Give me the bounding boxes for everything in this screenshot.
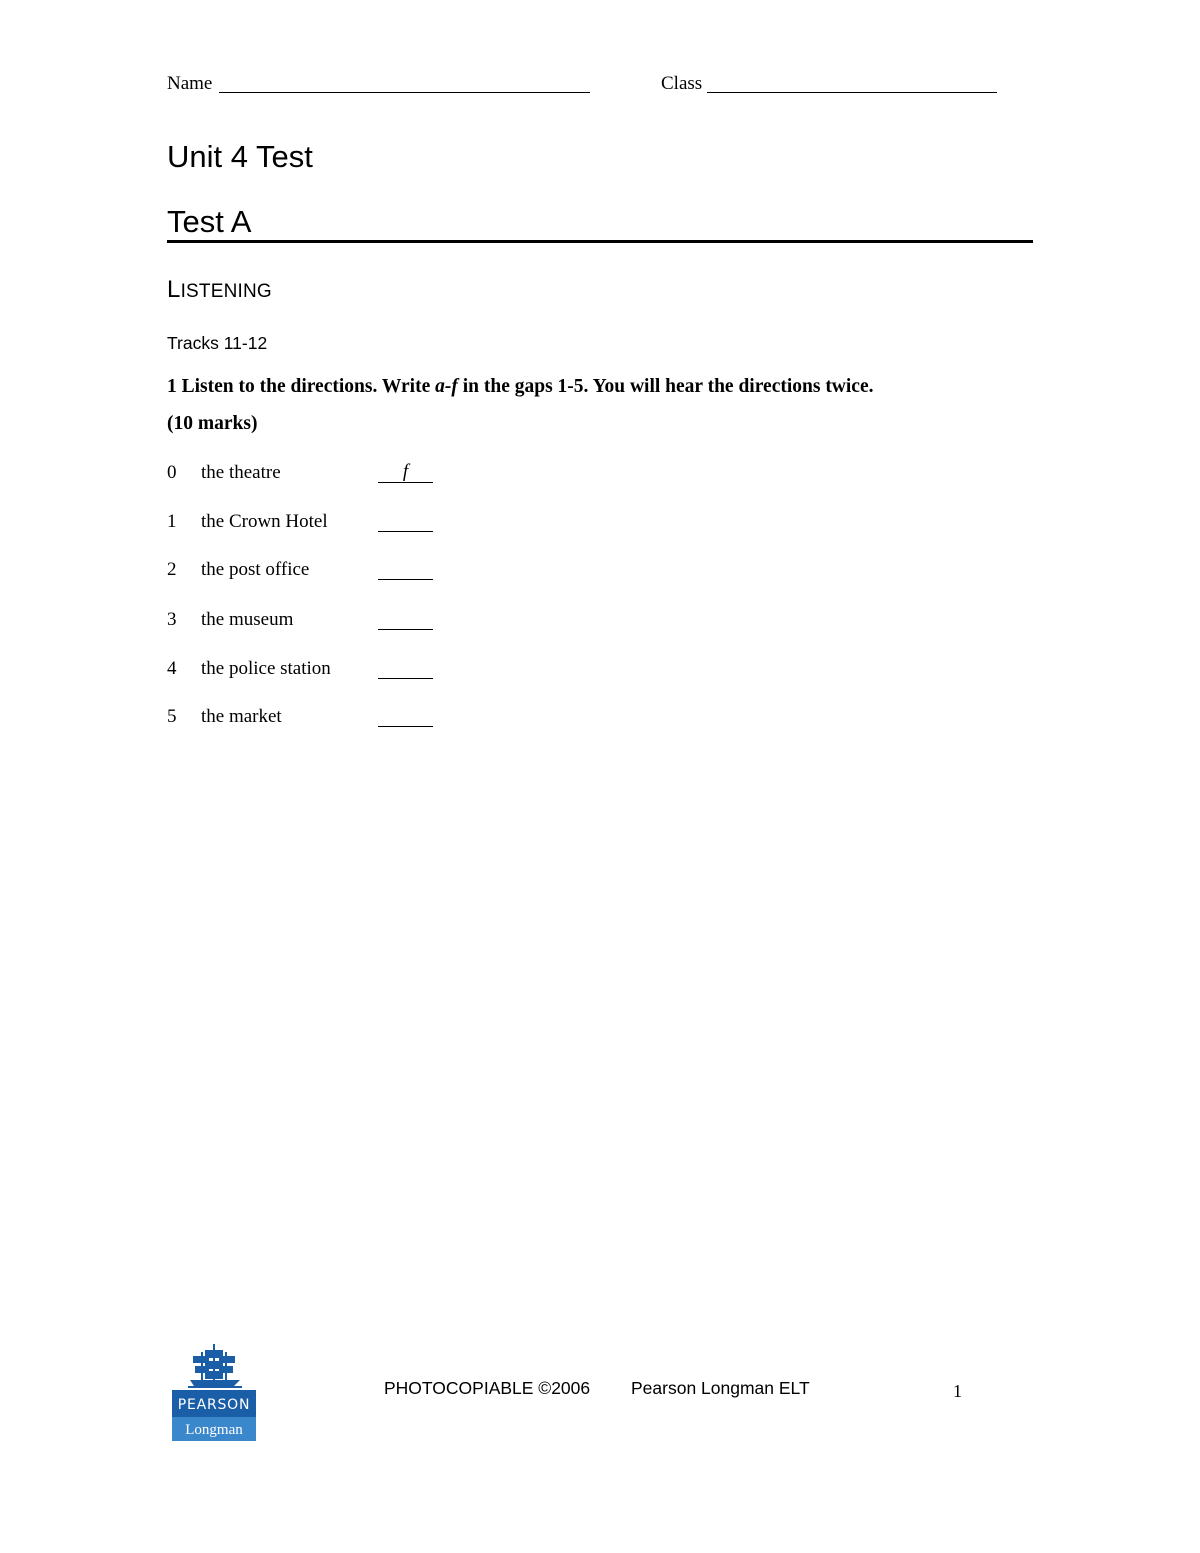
item-label: the Crown Hotel <box>201 511 328 532</box>
answer-gap[interactable] <box>378 559 433 581</box>
answer-value: f <box>402 461 409 482</box>
class-label: Class <box>661 73 703 94</box>
item-number: 2 <box>167 559 177 580</box>
item-number: 0 <box>167 462 177 483</box>
exercise-marks: (10 marks) <box>167 413 258 434</box>
item-number: 4 <box>167 658 177 679</box>
instruction-italic: a-f <box>435 376 458 397</box>
answer-gap[interactable] <box>378 706 433 728</box>
name-label: Name <box>167 73 213 94</box>
section-rest: ISTENING <box>180 281 272 302</box>
item-label: the police station <box>201 658 331 679</box>
answer-gap[interactable] <box>378 609 433 631</box>
item-label: the theatre <box>201 462 281 483</box>
item-label: the museum <box>201 609 294 630</box>
answer-gap[interactable] <box>378 658 433 680</box>
item-label: the post office <box>201 559 310 580</box>
footer-photocopiable: PHOTOCOPIABLE ©2006 <box>384 1378 591 1398</box>
logo-top-word: PEARSON <box>177 1397 251 1413</box>
title-divider <box>167 240 1033 243</box>
section-heading <box>167 277 272 305</box>
logo-bottom-word: Longman <box>185 1422 243 1438</box>
item-number: 3 <box>167 609 177 630</box>
class-field-line[interactable] <box>707 92 997 93</box>
tracks-label: Tracks 11-12 <box>167 333 268 353</box>
item-number: 1 <box>167 511 177 532</box>
item-number: 5 <box>167 706 177 727</box>
ship-logo-icon <box>172 1342 256 1442</box>
unit-title: Unit 4 Test <box>167 139 313 174</box>
pearson-longman-logo <box>172 1342 256 1442</box>
instruction-after: in the gaps 1-5. You will hear the directions twice. <box>457 376 874 397</box>
footer-publisher: Pearson Longman ELT <box>631 1378 810 1398</box>
item-label: the market <box>201 706 282 727</box>
name-field-line[interactable] <box>219 92 590 93</box>
instruction-before: Listen to the directions. Write <box>181 376 436 397</box>
answer-gap[interactable] <box>378 462 433 484</box>
section-first-letter: L <box>167 276 181 303</box>
exercise-instruction <box>167 376 874 398</box>
test-title: Test A <box>167 204 252 239</box>
page-number: 1 <box>953 1381 962 1401</box>
answer-gap[interactable] <box>378 511 433 533</box>
exercise-number: 1 <box>167 376 177 397</box>
